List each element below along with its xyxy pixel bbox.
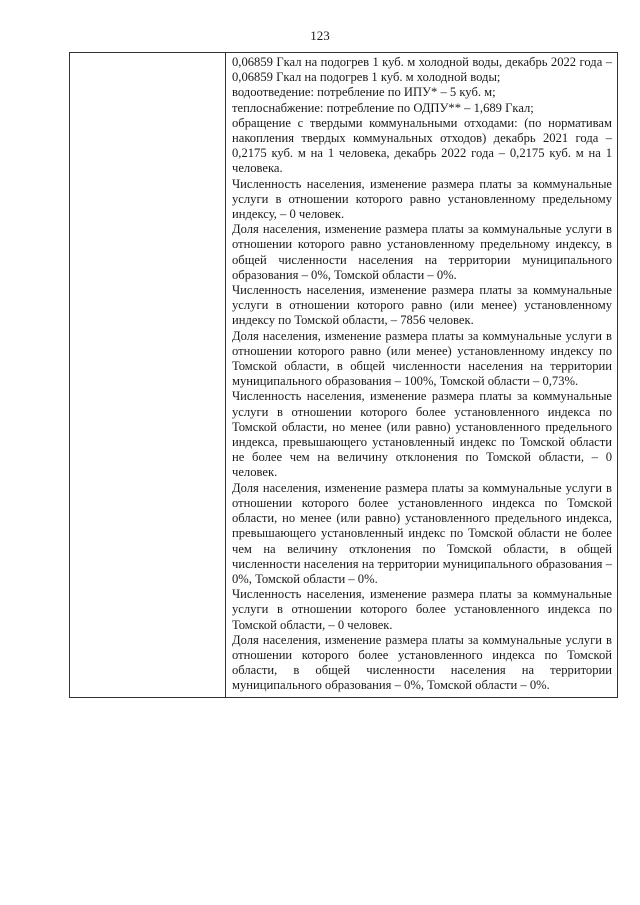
- paragraph: водоотведение: потребление по ИПУ* – 5 куб. м;: [232, 85, 496, 100]
- paragraph: теплоснабжение: потребление по ОДПУ** – 1,689 Гкал;: [232, 100, 534, 115]
- table-row: [70, 53, 618, 698]
- paragraph: Численность населения, изменение размера платы за коммунальные услуги в отношении которого более установленного индекса по Томской области, но менее (или равно) установленного предельного индекса, превышающего установленный индекс по Томской области не более чем на величину отклонения по Томской области, – 0 человек.: [232, 389, 612, 480]
- paragraph: Доля населения, изменение размера платы за коммунальные услуги в отношении которого более установленного индекса по Томской области, но менее (или равно) установленного предельного индекса, превышающего установленный индекс по Томской области не более чем на величину отклонения по Томской области, в общей численности населения на территории муниципального образования – 0%, Томской области – 0%.: [232, 480, 612, 586]
- paragraph: обращение с твердыми коммунальными отходами: (по нормативам накопления твердых коммунальных отходов) декабрь 2021 года – 0,2175 куб. м на 1 человека, декабрь 2022 года – 0,2175 куб. м на 1 человека.: [232, 115, 612, 176]
- page-number: 123: [310, 28, 330, 43]
- left-cell: [70, 53, 226, 698]
- paragraph: Численность населения, изменение размера платы за коммунальные услуги в отношении которого равно установленному предельному индексу, – 0 человек.: [232, 176, 612, 222]
- document-table: [69, 52, 618, 698]
- right-cell: [226, 53, 618, 698]
- paragraph: Численность населения, изменение размера платы за коммунальные услуги в отношении которого более установленного индекса по Томской области, – 0 человек.: [232, 587, 612, 632]
- paragraph: Доля населения, изменение размера платы за коммунальные услуги в отношении которого равно установленному предельному индексу, в общей численности населения на территории муниципального образования – 0%, Томской области – 0%.: [232, 222, 612, 282]
- paragraph: Доля населения, изменение размера платы за коммунальные услуги в отношении которого более установленного индекса по Томской области, в общей численности населения на территории муниципального образования – 0%, Томской области – 0%.: [232, 632, 612, 693]
- paragraph: Численность населения, изменение размера платы за коммунальные услуги в отношении которого равно (или менее) установленному индексу по Томской области, – 7856 человек.: [232, 283, 612, 328]
- paragraph: Доля населения, изменение размера платы за коммунальные услуги в отношении которого равно (или менее) установленному индексу по Томской области, в общей численности населения на территории муниципального образования – 100%, Томской области – 0,73%.: [232, 328, 612, 389]
- paragraph: 0,06859 Гкал на подогрев 1 куб. м холодной воды, декабрь 2022 года – 0,06859 Гкал на подогрев 1 куб. м холодной воды;: [232, 55, 612, 85]
